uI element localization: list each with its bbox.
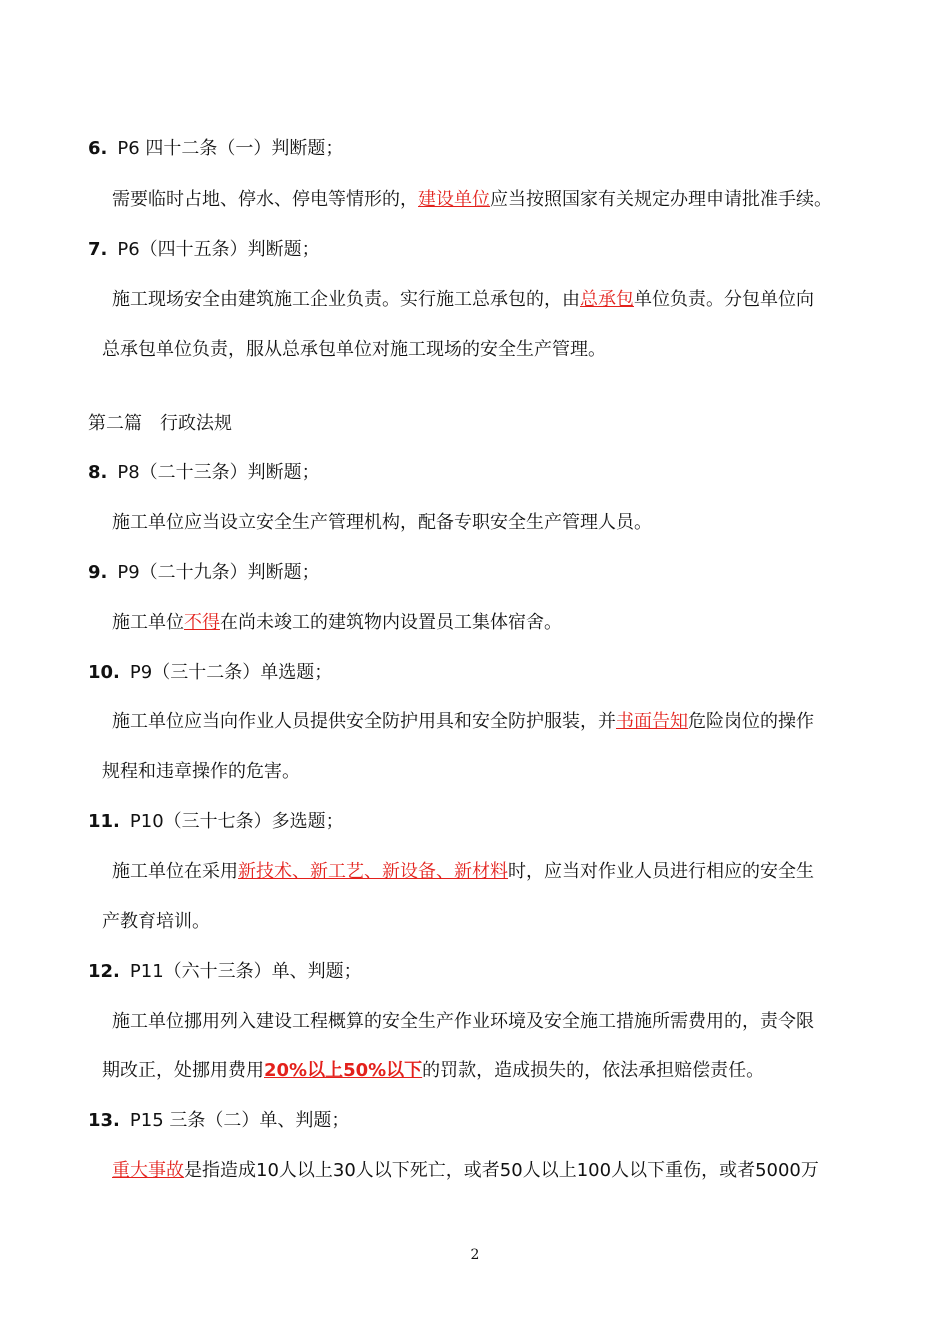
- item-11-body-cont: 产教育培训。: [102, 911, 210, 932]
- item-heading: P10（三十七条）多选题；: [129, 811, 344, 832]
- item-7-heading: [88, 238, 320, 262]
- item-heading: P15 三条（二）单、判题；: [129, 1110, 350, 1131]
- page-number: 2: [470, 1247, 480, 1263]
- item-number: 11.: [88, 811, 120, 832]
- item-heading: P6 四十二条（一）判断题；: [117, 138, 344, 159]
- item-heading: P6（四十五条）判断题；: [117, 239, 320, 260]
- body-text: 时，应当对作业人员进行相应的安全生: [508, 861, 814, 882]
- highlight-term: 不得: [184, 612, 220, 633]
- item-heading: P9（二十九条）判断题；: [117, 562, 320, 583]
- item-number: 12.: [88, 961, 120, 982]
- item-8-body: 施工单位应当设立安全生产管理机构，配备专职安全生产管理人员。: [112, 512, 652, 533]
- item-8-heading: [88, 461, 320, 485]
- item-7-body-cont: 总承包单位负责，服从总承包单位对施工现场的安全生产管理。: [102, 339, 606, 360]
- body-text: 施工现场安全由建筑施工企业负责。实行施工总承包的，由: [112, 289, 580, 310]
- body-text: 施工单位应当向作业人员提供安全防护用具和安全防护服装，并: [112, 711, 616, 732]
- highlight-term: 20%以上50%以下: [264, 1060, 423, 1081]
- item-10-body: [112, 710, 814, 734]
- body-text: 的罚款，造成损失的，依法承担赔偿责任。: [422, 1060, 765, 1081]
- item-13-body: [112, 1159, 819, 1183]
- item-number: 8.: [88, 462, 108, 483]
- item-12-heading: [88, 960, 362, 984]
- item-10-heading: [88, 661, 332, 685]
- body-text: 单位负责。分包单位向: [634, 289, 814, 310]
- section-title: 第二篇 行政法规: [88, 413, 232, 434]
- highlight-term: 重大事故: [112, 1160, 184, 1181]
- item-9-body: [112, 611, 562, 635]
- item-number: 9.: [88, 562, 108, 583]
- item-number: 6.: [88, 138, 108, 159]
- body-text: 施工单位在采用: [112, 861, 238, 882]
- item-heading: P8（二十三条）判断题；: [117, 462, 320, 483]
- item-heading: P9（三十二条）单选题；: [129, 662, 333, 683]
- item-12-body: 施工单位挪用列入建设工程概算的安全生产作业环境及安全施工措施所需费用的，责令限: [112, 1011, 814, 1032]
- item-10-body-cont: 规程和违章操作的危害。: [102, 761, 300, 782]
- item-6-heading: [88, 137, 343, 161]
- item-12-body-cont: [102, 1059, 764, 1083]
- item-11-heading: [88, 810, 344, 834]
- item-number: 10.: [88, 662, 120, 683]
- body-text: 是指造成10人以上30人以下死亡，或者50人以上100人以下重伤，或者5000万: [184, 1160, 819, 1181]
- item-heading: P11（六十三条）单、判题；: [129, 961, 362, 982]
- highlight-term: 书面告知: [616, 711, 688, 732]
- item-7-body: [112, 288, 814, 312]
- highlight-term: 新技术、新工艺、新设备、新材料: [238, 861, 508, 882]
- body-text: 危险岗位的操作: [688, 711, 814, 732]
- body-text: 应当按照国家有关规定办理申请批准手续。: [490, 189, 832, 210]
- highlight-term: 总承包: [580, 289, 634, 310]
- body-text: 在尚未竣工的建筑物内设置员工集体宿舍。: [220, 612, 562, 633]
- item-11-body: [112, 860, 814, 884]
- item-6-body: [112, 188, 832, 212]
- item-number: 7.: [88, 239, 108, 260]
- body-text: 需要临时占地、停水、停电等情形的，: [112, 189, 418, 210]
- item-number: 13.: [88, 1110, 120, 1131]
- body-text: 施工单位: [112, 612, 184, 633]
- item-13-heading: [88, 1109, 349, 1133]
- body-text: 期改正，处挪用费用: [102, 1060, 264, 1081]
- item-9-heading: [88, 561, 320, 585]
- highlight-term: 建设单位: [418, 189, 490, 210]
